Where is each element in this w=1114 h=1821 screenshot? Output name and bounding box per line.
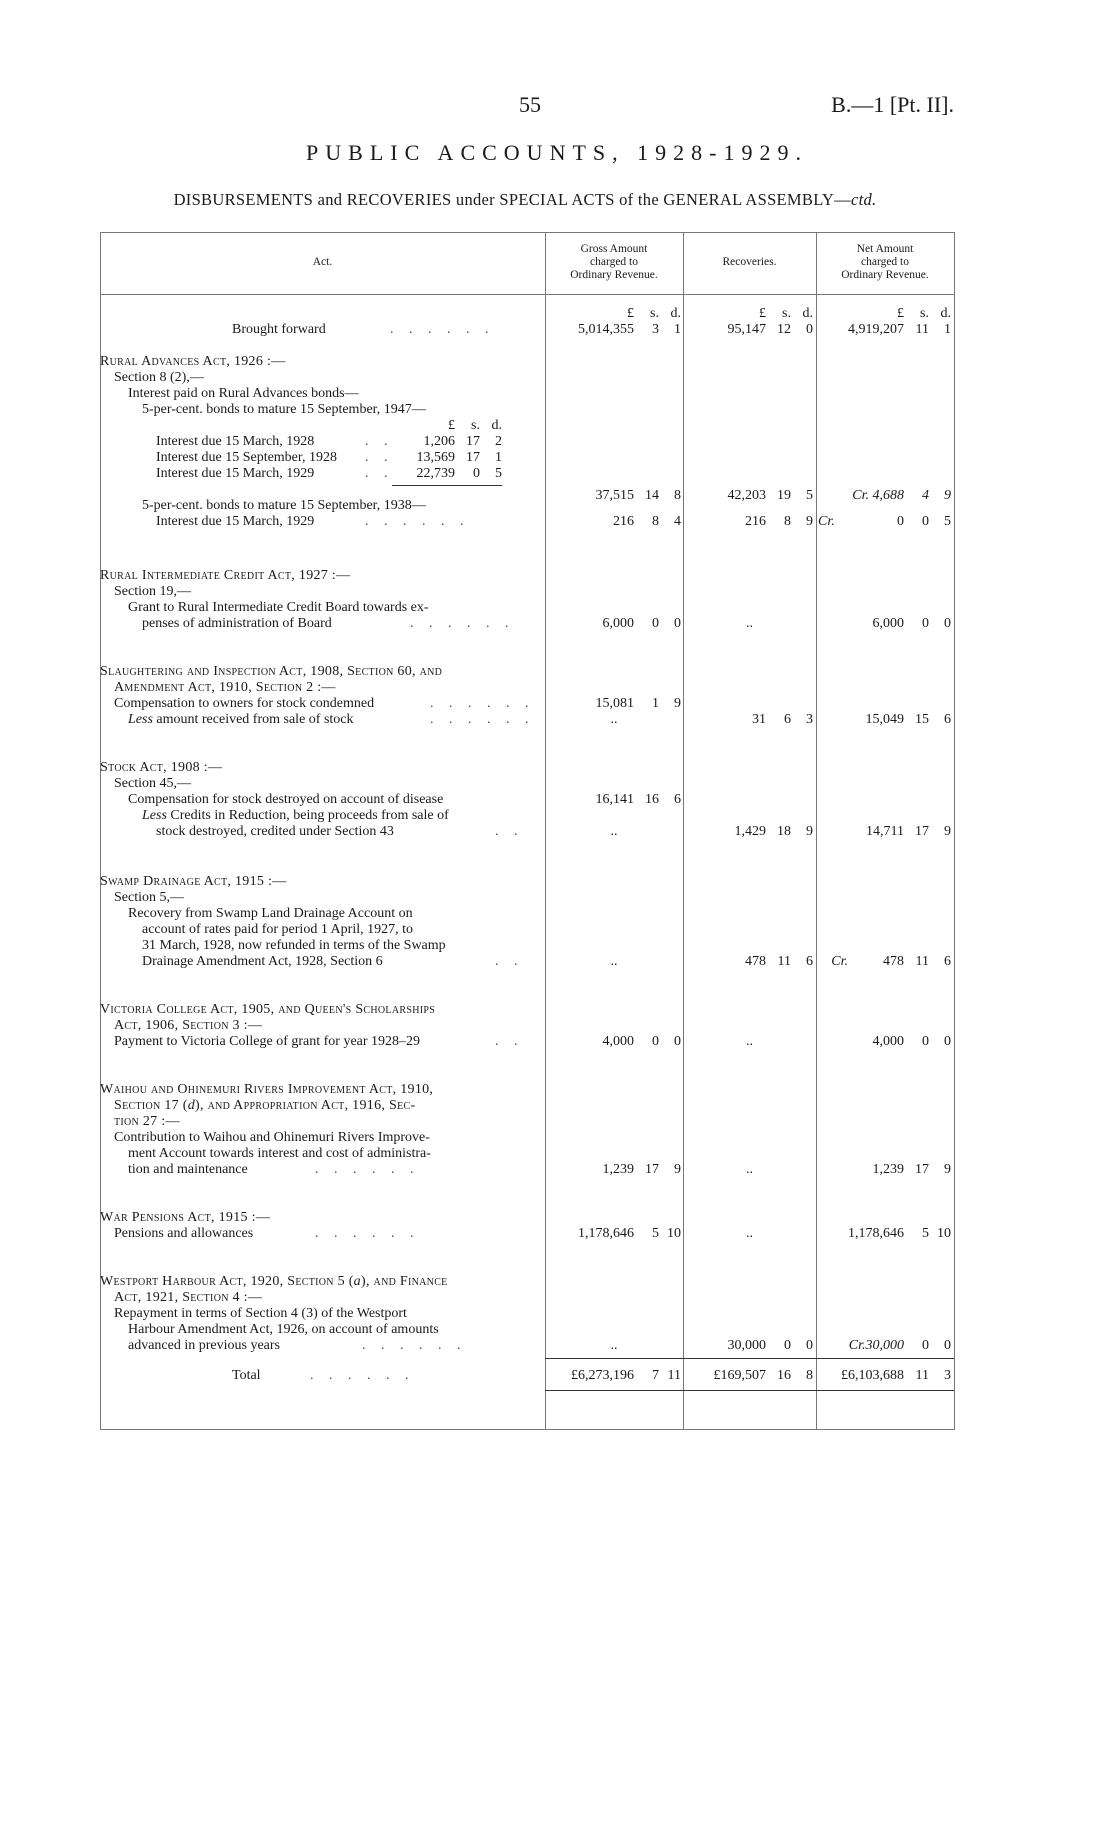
- swamp-gross: ..: [610, 954, 618, 969]
- rural-intermediate-line2: penses of administration of Board: [142, 616, 332, 631]
- victoria-heading-1: Victoria College Act, 1905, and Queen's Scholarships: [100, 1002, 436, 1017]
- sub-item-amount: 13,569 17 1: [416, 450, 502, 465]
- victoria-line1: Payment to Victoria College of grant for year 1928–29: [114, 1034, 421, 1049]
- sub-item-label: Interest due 15 March, 1928: [156, 434, 315, 449]
- brought-forward-gross: 5,014,355 3 1: [578, 322, 681, 337]
- waihou-line: tion and maintenance: [128, 1162, 248, 1177]
- waihou-heading-1: Waihou and Ohinemuri Rivers Improvement Act, 1910,: [100, 1082, 434, 1097]
- slaughtering-net: 15,049 15 6: [865, 712, 951, 727]
- slaughtering-line2: Less amount received from sale of stock: [128, 712, 354, 727]
- sub-item-amount: 22,739 0 5: [416, 466, 502, 481]
- accounts-table: [100, 232, 955, 1430]
- stock-line3: stock destroyed, credited under Section 43: [156, 824, 394, 839]
- rural-intermediate-recoveries: ..: [746, 616, 753, 631]
- leader-dots: . .: [365, 450, 394, 465]
- brought-forward-label: Brought forward: [232, 322, 326, 337]
- slaughtering-heading-2: Amendment Act, 1910, Section 2 :—: [114, 680, 336, 695]
- total-net: £6,103,688 11 3: [841, 1368, 951, 1383]
- stock-line2: Less Credits in Reduction, being proceeds from sale of: [142, 808, 449, 823]
- slaughtering-gross: 15,081 1 9: [595, 696, 681, 711]
- leader-dots: . . . . . .: [430, 696, 535, 711]
- leader-dots: . . . . . .: [390, 322, 495, 337]
- brought-forward-net: 4,919,207 11 1: [848, 322, 951, 337]
- swamp-line: Drainage Amendment Act, 1928, Section 6: [142, 954, 383, 969]
- victoria-gross: 4,000 0 0: [602, 1034, 681, 1049]
- leader-dots: . . . . . .: [310, 1368, 415, 1383]
- war-pensions-net: 1,178,646 5 10: [848, 1226, 951, 1241]
- westport-gross: ..: [610, 1338, 618, 1353]
- waihou-line: Contribution to Waihou and Ohinemuri Rivers Improve-: [114, 1130, 430, 1145]
- rural-advances-line1: Interest paid on Rural Advances bonds—: [128, 386, 359, 401]
- header-rule: [100, 294, 955, 295]
- rural-intermediate-section: Section 19,—: [114, 584, 191, 599]
- waihou-gross: 1,239 17 9: [602, 1162, 681, 1177]
- stock-section: Section 45,—: [114, 776, 191, 791]
- column-header-net: Net Amount charged to Ordinary Revenue.: [841, 242, 929, 281]
- slaughtering-gross-2: ..: [610, 712, 618, 727]
- total-rule: [545, 1358, 954, 1359]
- westport-net: Cr.30,000 0 0: [848, 1338, 951, 1353]
- victoria-recoveries: ..: [746, 1034, 753, 1049]
- column-header-gross: Gross Amount charged to Ordinary Revenue.: [570, 242, 658, 281]
- war-pensions-gross: 1,178,646 5 10: [578, 1226, 681, 1241]
- leader-dots: . .: [495, 824, 524, 839]
- rural-advances-line3: 5-per-cent. bonds to mature 15 September, 1938—: [142, 498, 426, 513]
- document-reference: B.—1 [Pt. II].: [831, 92, 954, 117]
- total-gross: £6,273,196 7 11: [571, 1368, 681, 1383]
- table-bottom-rule: [100, 1429, 955, 1430]
- war-pensions-heading: War Pensions Act, 1915 :—: [100, 1210, 271, 1225]
- page-title: PUBLIC ACCOUNTS, 1928-1929.: [306, 140, 808, 165]
- unit-labels-gross: £ s. d.: [627, 306, 681, 321]
- war-pensions-line1: Pensions and allowances: [114, 1226, 254, 1241]
- total-label: Total: [232, 1368, 261, 1383]
- swamp-net: Cr. 478 11 6: [831, 954, 951, 969]
- rural-intermediate-line1: Grant to Rural Intermediate Credit Board towards ex-: [128, 600, 429, 615]
- column-header-act: Act.: [312, 255, 333, 268]
- westport-heading-2: Act, 1921, Section 4 :—: [114, 1290, 263, 1305]
- leader-dots: . .: [495, 954, 524, 969]
- page-number: 55: [519, 92, 541, 117]
- leader-dots: . . . . . .: [315, 1162, 420, 1177]
- rural-advances-recoveries-2: 216 8 9: [745, 514, 813, 529]
- swamp-line: account of rates paid for period 1 April, 1927, to: [142, 922, 413, 937]
- westport-line: advanced in previous years: [128, 1338, 280, 1353]
- swamp-line: 31 March, 1928, now refunded in terms of the Swamp: [142, 938, 446, 953]
- stock-gross: 16,141 16 6: [595, 792, 681, 807]
- rural-advances-net-2: Cr. 0 0 5: [818, 514, 951, 529]
- leader-dots: . . . . . .: [315, 1226, 420, 1241]
- leader-dots: . .: [365, 434, 394, 449]
- unit-labels-recoveries: £ s. d.: [759, 306, 813, 321]
- slaughtering-line1: Compensation to owners for stock condemned: [114, 696, 375, 711]
- westport-line: Harbour Amendment Act, 1926, on account of amounts: [128, 1322, 439, 1337]
- victoria-heading-2: Act, 1906, Section 3 :—: [114, 1018, 263, 1033]
- swamp-recoveries: 478 11 6: [745, 954, 813, 969]
- slaughtering-recoveries: 31 6 3: [752, 712, 813, 727]
- westport-recoveries: 30,000 0 0: [727, 1338, 813, 1353]
- victoria-net: 4,000 0 0: [872, 1034, 951, 1049]
- leader-dots: . . . . . .: [430, 712, 535, 727]
- sub-unit-labels: £ s. d.: [448, 418, 502, 433]
- stock-gross-2: ..: [610, 824, 618, 839]
- waihou-heading-3: tion 27 :—: [114, 1114, 180, 1129]
- rural-intermediate-net: 6,000 0 0: [872, 616, 951, 631]
- page-subtitle: DISBURSEMENTS and RECOVERIES under SPECIAL ACTS of the GENERAL ASSEMBLY—ctd.: [173, 190, 877, 209]
- rural-intermediate-heading: Rural Intermediate Credit Act, 1927 :—: [100, 568, 351, 583]
- rural-advances-gross-2: 216 8 4: [613, 514, 681, 529]
- column-rule: [816, 232, 817, 1430]
- stock-net: 14,711 17 9: [866, 824, 951, 839]
- waihou-heading-2: Section 17 (d), and Appropriation Act, 1916, Sec-: [114, 1098, 416, 1113]
- sub-item-label: Interest due 15 September, 1928: [156, 450, 338, 465]
- stock-heading: Stock Act, 1908 :—: [100, 760, 223, 775]
- rural-advances-heading: Rural Advances Act, 1926 :—: [100, 354, 286, 369]
- subtotal-rule: [392, 485, 502, 486]
- waihou-net: 1,239 17 9: [872, 1162, 951, 1177]
- column-rule: [100, 232, 101, 1430]
- unit-labels-net: £ s. d.: [897, 306, 951, 321]
- waihou-recoveries: ..: [746, 1162, 753, 1177]
- slaughtering-heading-1: Slaughtering and Inspection Act, 1908, Section 60, and: [100, 664, 443, 679]
- war-pensions-recoveries: ..: [746, 1226, 753, 1241]
- sub-item-amount: 1,206 17 2: [423, 434, 502, 449]
- column-rule: [954, 232, 955, 1430]
- total-recoveries: £169,507 16 8: [713, 1368, 813, 1383]
- leader-dots: . . . . . .: [410, 616, 515, 631]
- rural-advances-section: Section 8 (2),—: [114, 370, 204, 385]
- column-header-recoveries: Recoveries.: [722, 255, 777, 268]
- rural-advances-recoveries: 42,203 19 5: [727, 488, 813, 503]
- stock-line1: Compensation for stock destroyed on account of disease: [128, 792, 444, 807]
- leader-dots: . .: [365, 466, 394, 481]
- leader-dots: . . . . . .: [365, 514, 470, 529]
- rural-advances-line2: 5-per-cent. bonds to mature 15 September, 1947—: [142, 402, 426, 417]
- leader-dots: . . . . . .: [362, 1338, 467, 1353]
- swamp-line: Recovery from Swamp Land Drainage Account on: [128, 906, 413, 921]
- swamp-heading: Swamp Drainage Act, 1915 :—: [100, 874, 287, 889]
- stock-recoveries: 1,429 18 9: [734, 824, 813, 839]
- total-underline: [545, 1390, 954, 1391]
- rural-intermediate-gross: 6,000 0 0: [602, 616, 681, 631]
- brought-forward-recoveries: 95,147 12 0: [727, 322, 813, 337]
- leader-dots: . .: [495, 1034, 524, 1049]
- sub-item-label: Interest due 15 March, 1929: [156, 466, 315, 481]
- westport-heading-1: Westport Harbour Act, 1920, Section 5 (a), and Finance: [100, 1274, 448, 1289]
- rural-advances-line4: Interest due 15 March, 1929: [156, 514, 315, 529]
- waihou-line: ment Account towards interest and cost of administra-: [128, 1146, 431, 1161]
- rural-advances-gross: 37,515 14 8: [595, 488, 681, 503]
- westport-line: Repayment in terms of Section 4 (3) of the Westport: [114, 1306, 407, 1321]
- swamp-section: Section 5,—: [114, 890, 184, 905]
- rural-advances-net: Cr. 4,688 4 9: [852, 488, 951, 503]
